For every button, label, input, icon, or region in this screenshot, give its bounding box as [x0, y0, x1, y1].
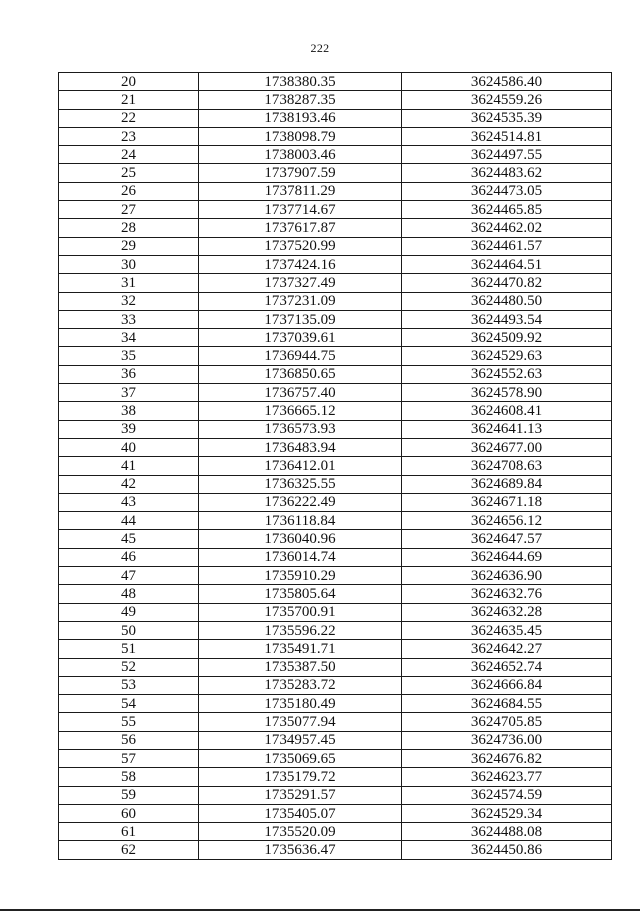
- y-coordinate-cell: 3624464.51: [402, 255, 612, 273]
- coordinates-table-body: [59, 73, 612, 860]
- table-row: [59, 292, 612, 310]
- y-coordinate-cell: 3624677.00: [402, 438, 612, 456]
- point-number-cell: 29: [59, 237, 199, 255]
- x-coordinate-cell: 1736118.84: [199, 512, 402, 530]
- table-row: [59, 695, 612, 713]
- y-coordinate-cell: 3624483.62: [402, 164, 612, 182]
- x-coordinate-cell: 1736014.74: [199, 548, 402, 566]
- table-row: [59, 749, 612, 767]
- x-coordinate-cell: 1735520.09: [199, 823, 402, 841]
- point-number-cell: 51: [59, 640, 199, 658]
- table-row: [59, 658, 612, 676]
- point-number-cell: 54: [59, 695, 199, 713]
- table-row: [59, 585, 612, 603]
- x-coordinate-cell: 1738098.79: [199, 127, 402, 145]
- point-number-cell: 35: [59, 347, 199, 365]
- x-coordinate-cell: 1735491.71: [199, 640, 402, 658]
- table-row: [59, 457, 612, 475]
- y-coordinate-cell: 3624529.63: [402, 347, 612, 365]
- table-row: [59, 530, 612, 548]
- table-row: [59, 255, 612, 273]
- table-row: [59, 73, 612, 91]
- table-row: [59, 475, 612, 493]
- x-coordinate-cell: 1737231.09: [199, 292, 402, 310]
- table-row: [59, 640, 612, 658]
- y-coordinate-cell: 3624647.57: [402, 530, 612, 548]
- x-coordinate-cell: 1736412.01: [199, 457, 402, 475]
- point-number-cell: 58: [59, 768, 199, 786]
- y-coordinate-cell: 3624578.90: [402, 384, 612, 402]
- point-number-cell: 37: [59, 384, 199, 402]
- y-coordinate-cell: 3624493.54: [402, 310, 612, 328]
- table-row: [59, 365, 612, 383]
- table-row: [59, 420, 612, 438]
- point-number-cell: 50: [59, 621, 199, 639]
- scan-bottom-edge: [0, 909, 640, 911]
- y-coordinate-cell: 3624450.86: [402, 841, 612, 859]
- y-coordinate-cell: 3624559.26: [402, 91, 612, 109]
- table-row: [59, 786, 612, 804]
- y-coordinate-cell: 3624574.59: [402, 786, 612, 804]
- table-row: [59, 310, 612, 328]
- y-coordinate-cell: 3624586.40: [402, 73, 612, 91]
- y-coordinate-cell: 3624470.82: [402, 274, 612, 292]
- x-coordinate-cell: 1737617.87: [199, 219, 402, 237]
- y-coordinate-cell: 3624480.50: [402, 292, 612, 310]
- y-coordinate-cell: 3624636.90: [402, 567, 612, 585]
- point-number-cell: 47: [59, 567, 199, 585]
- table-row: [59, 329, 612, 347]
- page-number: 222: [310, 41, 330, 55]
- point-number-cell: 48: [59, 585, 199, 603]
- table-row: [59, 127, 612, 145]
- x-coordinate-cell: 1736483.94: [199, 438, 402, 456]
- x-coordinate-cell: 1736040.96: [199, 530, 402, 548]
- table-row: [59, 512, 612, 530]
- point-number-cell: 30: [59, 255, 199, 273]
- x-coordinate-cell: 1735180.49: [199, 695, 402, 713]
- point-number-cell: 57: [59, 749, 199, 767]
- x-coordinate-cell: 1737907.59: [199, 164, 402, 182]
- point-number-cell: 20: [59, 73, 199, 91]
- table-row: [59, 274, 612, 292]
- point-number-cell: 42: [59, 475, 199, 493]
- y-coordinate-cell: 3624497.55: [402, 146, 612, 164]
- x-coordinate-cell: 1735596.22: [199, 621, 402, 639]
- point-number-cell: 49: [59, 603, 199, 621]
- y-coordinate-cell: 3624671.18: [402, 493, 612, 511]
- coordinates-table: [58, 72, 612, 860]
- point-number-cell: 53: [59, 676, 199, 694]
- point-number-cell: 55: [59, 713, 199, 731]
- table-row: [59, 182, 612, 200]
- x-coordinate-cell: 1735805.64: [199, 585, 402, 603]
- point-number-cell: 44: [59, 512, 199, 530]
- y-coordinate-cell: 3624656.12: [402, 512, 612, 530]
- x-coordinate-cell: 1737327.49: [199, 274, 402, 292]
- table-row: [59, 146, 612, 164]
- table-row: [59, 219, 612, 237]
- table-row: [59, 567, 612, 585]
- y-coordinate-cell: 3624689.84: [402, 475, 612, 493]
- x-coordinate-cell: 1737714.67: [199, 201, 402, 219]
- y-coordinate-cell: 3624635.45: [402, 621, 612, 639]
- y-coordinate-cell: 3624514.81: [402, 127, 612, 145]
- y-coordinate-cell: 3624708.63: [402, 457, 612, 475]
- x-coordinate-cell: 1736222.49: [199, 493, 402, 511]
- y-coordinate-cell: 3624644.69: [402, 548, 612, 566]
- x-coordinate-cell: 1737135.09: [199, 310, 402, 328]
- table-row: [59, 841, 612, 859]
- table-row: [59, 109, 612, 127]
- point-number-cell: 32: [59, 292, 199, 310]
- table-row: [59, 164, 612, 182]
- x-coordinate-cell: 1735636.47: [199, 841, 402, 859]
- table-row: [59, 91, 612, 109]
- x-coordinate-cell: 1737520.99: [199, 237, 402, 255]
- x-coordinate-cell: 1735405.07: [199, 804, 402, 822]
- y-coordinate-cell: 3624488.08: [402, 823, 612, 841]
- point-number-cell: 24: [59, 146, 199, 164]
- y-coordinate-cell: 3624642.27: [402, 640, 612, 658]
- point-number-cell: 27: [59, 201, 199, 219]
- y-coordinate-cell: 3624535.39: [402, 109, 612, 127]
- table-row: [59, 237, 612, 255]
- y-coordinate-cell: 3624608.41: [402, 402, 612, 420]
- point-number-cell: 38: [59, 402, 199, 420]
- point-number-cell: 59: [59, 786, 199, 804]
- point-number-cell: 31: [59, 274, 199, 292]
- table-row: [59, 347, 612, 365]
- x-coordinate-cell: 1735291.57: [199, 786, 402, 804]
- y-coordinate-cell: 3624666.84: [402, 676, 612, 694]
- x-coordinate-cell: 1734957.45: [199, 731, 402, 749]
- table-row: [59, 768, 612, 786]
- point-number-cell: 22: [59, 109, 199, 127]
- x-coordinate-cell: 1735283.72: [199, 676, 402, 694]
- point-number-cell: 28: [59, 219, 199, 237]
- point-number-cell: 46: [59, 548, 199, 566]
- y-coordinate-cell: 3624641.13: [402, 420, 612, 438]
- point-number-cell: 33: [59, 310, 199, 328]
- point-number-cell: 52: [59, 658, 199, 676]
- point-number-cell: 39: [59, 420, 199, 438]
- x-coordinate-cell: 1736944.75: [199, 347, 402, 365]
- y-coordinate-cell: 3624684.55: [402, 695, 612, 713]
- y-coordinate-cell: 3624676.82: [402, 749, 612, 767]
- x-coordinate-cell: 1736573.93: [199, 420, 402, 438]
- y-coordinate-cell: 3624465.85: [402, 201, 612, 219]
- x-coordinate-cell: 1737811.29: [199, 182, 402, 200]
- table-row: [59, 823, 612, 841]
- y-coordinate-cell: 3624529.34: [402, 804, 612, 822]
- x-coordinate-cell: 1735179.72: [199, 768, 402, 786]
- y-coordinate-cell: 3624705.85: [402, 713, 612, 731]
- point-number-cell: 40: [59, 438, 199, 456]
- x-coordinate-cell: 1738380.35: [199, 73, 402, 91]
- table-row: [59, 676, 612, 694]
- table-row: [59, 493, 612, 511]
- y-coordinate-cell: 3624623.77: [402, 768, 612, 786]
- x-coordinate-cell: 1736757.40: [199, 384, 402, 402]
- table-row: [59, 548, 612, 566]
- point-number-cell: 45: [59, 530, 199, 548]
- y-coordinate-cell: 3624462.02: [402, 219, 612, 237]
- x-coordinate-cell: 1738193.46: [199, 109, 402, 127]
- y-coordinate-cell: 3624552.63: [402, 365, 612, 383]
- x-coordinate-cell: 1735077.94: [199, 713, 402, 731]
- x-coordinate-cell: 1736850.65: [199, 365, 402, 383]
- point-number-cell: 60: [59, 804, 199, 822]
- point-number-cell: 62: [59, 841, 199, 859]
- point-number-cell: 36: [59, 365, 199, 383]
- y-coordinate-cell: 3624632.76: [402, 585, 612, 603]
- table-row: [59, 402, 612, 420]
- x-coordinate-cell: 1737424.16: [199, 255, 402, 273]
- y-coordinate-cell: 3624509.92: [402, 329, 612, 347]
- point-number-cell: 43: [59, 493, 199, 511]
- x-coordinate-cell: 1737039.61: [199, 329, 402, 347]
- y-coordinate-cell: 3624473.05: [402, 182, 612, 200]
- x-coordinate-cell: 1735910.29: [199, 567, 402, 585]
- table-row: [59, 603, 612, 621]
- x-coordinate-cell: 1735387.50: [199, 658, 402, 676]
- x-coordinate-cell: 1736665.12: [199, 402, 402, 420]
- table-row: [59, 804, 612, 822]
- x-coordinate-cell: 1736325.55: [199, 475, 402, 493]
- table-row: [59, 438, 612, 456]
- y-coordinate-cell: 3624652.74: [402, 658, 612, 676]
- y-coordinate-cell: 3624736.00: [402, 731, 612, 749]
- y-coordinate-cell: 3624461.57: [402, 237, 612, 255]
- point-number-cell: 34: [59, 329, 199, 347]
- table-row: [59, 201, 612, 219]
- y-coordinate-cell: 3624632.28: [402, 603, 612, 621]
- point-number-cell: 56: [59, 731, 199, 749]
- point-number-cell: 25: [59, 164, 199, 182]
- point-number-cell: 21: [59, 91, 199, 109]
- point-number-cell: 41: [59, 457, 199, 475]
- x-coordinate-cell: 1735069.65: [199, 749, 402, 767]
- x-coordinate-cell: 1738003.46: [199, 146, 402, 164]
- table-row: [59, 713, 612, 731]
- table-row: [59, 621, 612, 639]
- x-coordinate-cell: 1735700.91: [199, 603, 402, 621]
- table-row: [59, 384, 612, 402]
- point-number-cell: 23: [59, 127, 199, 145]
- table-row: [59, 731, 612, 749]
- point-number-cell: 26: [59, 182, 199, 200]
- point-number-cell: 61: [59, 823, 199, 841]
- x-coordinate-cell: 1738287.35: [199, 91, 402, 109]
